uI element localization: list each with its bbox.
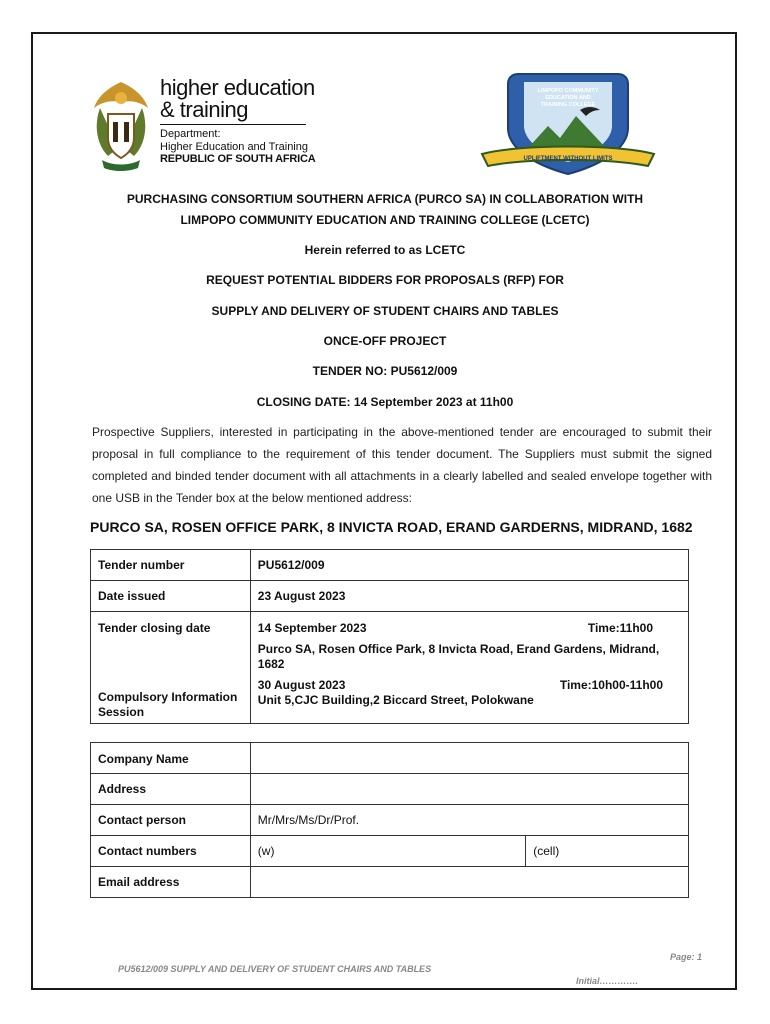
page-number: Page: 1 bbox=[670, 952, 703, 962]
address-field[interactable] bbox=[250, 774, 688, 805]
contact-numbers-label: Contact numbers bbox=[91, 836, 251, 867]
closing-date-value: 14 September 2023 bbox=[257, 621, 367, 635]
svg-text:EDUCATION AND: EDUCATION AND bbox=[545, 95, 591, 101]
title-line-3: Herein referred to as LCETC bbox=[304, 243, 466, 257]
info-session-date: 30 August 2023 bbox=[257, 677, 346, 692]
college-badge-logo bbox=[478, 70, 658, 178]
title-line-5: SUPPLY AND DELIVERY OF STUDENT CHAIRS AND TABLES bbox=[211, 304, 559, 318]
tender-number-heading: TENDER NO: PU5612/009 bbox=[312, 364, 458, 378]
contact-person-field[interactable]: Mr/Mrs/Ms/Dr/Prof. bbox=[250, 805, 688, 836]
info-session-label: Compulsory Information Session bbox=[91, 676, 251, 724]
tender-number-value: PU5612/009 bbox=[250, 550, 688, 581]
closing-location-value: Purco SA, Rosen Office Park, 8 Invicta Road, Erand Gardens, Midrand, 1682 bbox=[257, 642, 660, 671]
title-line-1: PURCHASING CONSORTIUM SOUTHERN AFRICA (PURCO SA) IN COLLABORATION WITH bbox=[126, 192, 644, 206]
date-issued-value: 23 August 2023 bbox=[250, 581, 688, 612]
tender-number-label: Tender number bbox=[91, 550, 251, 581]
dhet-title-line2: & training bbox=[160, 97, 248, 122]
svg-text:LIMPOPO COMMUNITY: LIMPOPO COMMUNITY bbox=[537, 88, 599, 94]
coat-of-arms-icon bbox=[88, 78, 154, 172]
svg-text:UPLIFTMENT WITHOUT LIMITS: UPLIFTMENT WITHOUT LIMITS bbox=[523, 156, 613, 162]
closing-details bbox=[250, 612, 688, 676]
email-label: Email address bbox=[91, 867, 251, 898]
intro-paragraph: Prospective Suppliers, interested in participating in the above-mentioned tender are encouraged to submit their proposal in full compliance to the requirement of this tender document. The Suppliers must submit the signed completed and binded tender document with all attachments in a clearly labelled and sealed envelope together with one USB in the Tender box at the below mentioned address: bbox=[92, 425, 712, 505]
company-name-label: Company Name bbox=[91, 743, 251, 774]
contact-person-label: Contact person bbox=[91, 805, 251, 836]
dhet-dept-line2: Higher Education and Training bbox=[160, 141, 308, 153]
title-line-2: LIMPOPO COMMUNITY EDUCATION AND TRAINING COLLEGE (LCETC) bbox=[180, 213, 590, 227]
info-session-time: Time:10h00-11h00 bbox=[559, 677, 663, 692]
closing-date-label: Tender closing date bbox=[91, 612, 251, 676]
date-issued-label: Date issued bbox=[91, 581, 251, 612]
closing-time-value: Time:11h00 bbox=[587, 621, 653, 635]
footer-document-title: PU5612/009 SUPPLY AND DELIVERY OF STUDENT CHAIRS AND TABLES bbox=[118, 964, 432, 974]
info-session-location: Unit 5,CJC Building,2 Biccard Street, Polokwane bbox=[257, 692, 534, 707]
title-line-4: REQUEST POTENTIAL BIDDERS FOR PROPOSALS (RFP) FOR bbox=[206, 273, 564, 287]
footer-initial: Initial…………. bbox=[576, 976, 639, 986]
email-field[interactable] bbox=[250, 867, 688, 898]
dhet-logo bbox=[88, 75, 318, 170]
dhet-title-line1: higher education bbox=[160, 75, 315, 100]
cell-number-field[interactable]: (cell) bbox=[526, 836, 689, 867]
svg-text:TRAINING COLLEGE: TRAINING COLLEGE bbox=[540, 102, 596, 108]
address-label: Address bbox=[91, 774, 251, 805]
title-line-6: ONCE-OFF PROJECT bbox=[323, 334, 447, 348]
closing-date-heading: CLOSING DATE: 14 September 2023 at 11h00 bbox=[256, 395, 514, 409]
company-details-table bbox=[90, 742, 689, 898]
company-name-field[interactable] bbox=[250, 743, 688, 774]
delivery-address: PURCO SA, ROSEN OFFICE PARK, 8 INVICTA ROAD, ERAND GARDERNS, MIDRAND, 1682 bbox=[90, 519, 693, 535]
dhet-dept-line3: REPUBLIC OF SOUTH AFRICA bbox=[160, 153, 316, 165]
dhet-dept-line1: Department: bbox=[160, 128, 221, 140]
tender-info-table bbox=[90, 549, 689, 724]
info-session-details bbox=[250, 676, 688, 724]
work-number-field[interactable]: (w) bbox=[250, 836, 525, 867]
dhet-divider bbox=[160, 124, 306, 125]
